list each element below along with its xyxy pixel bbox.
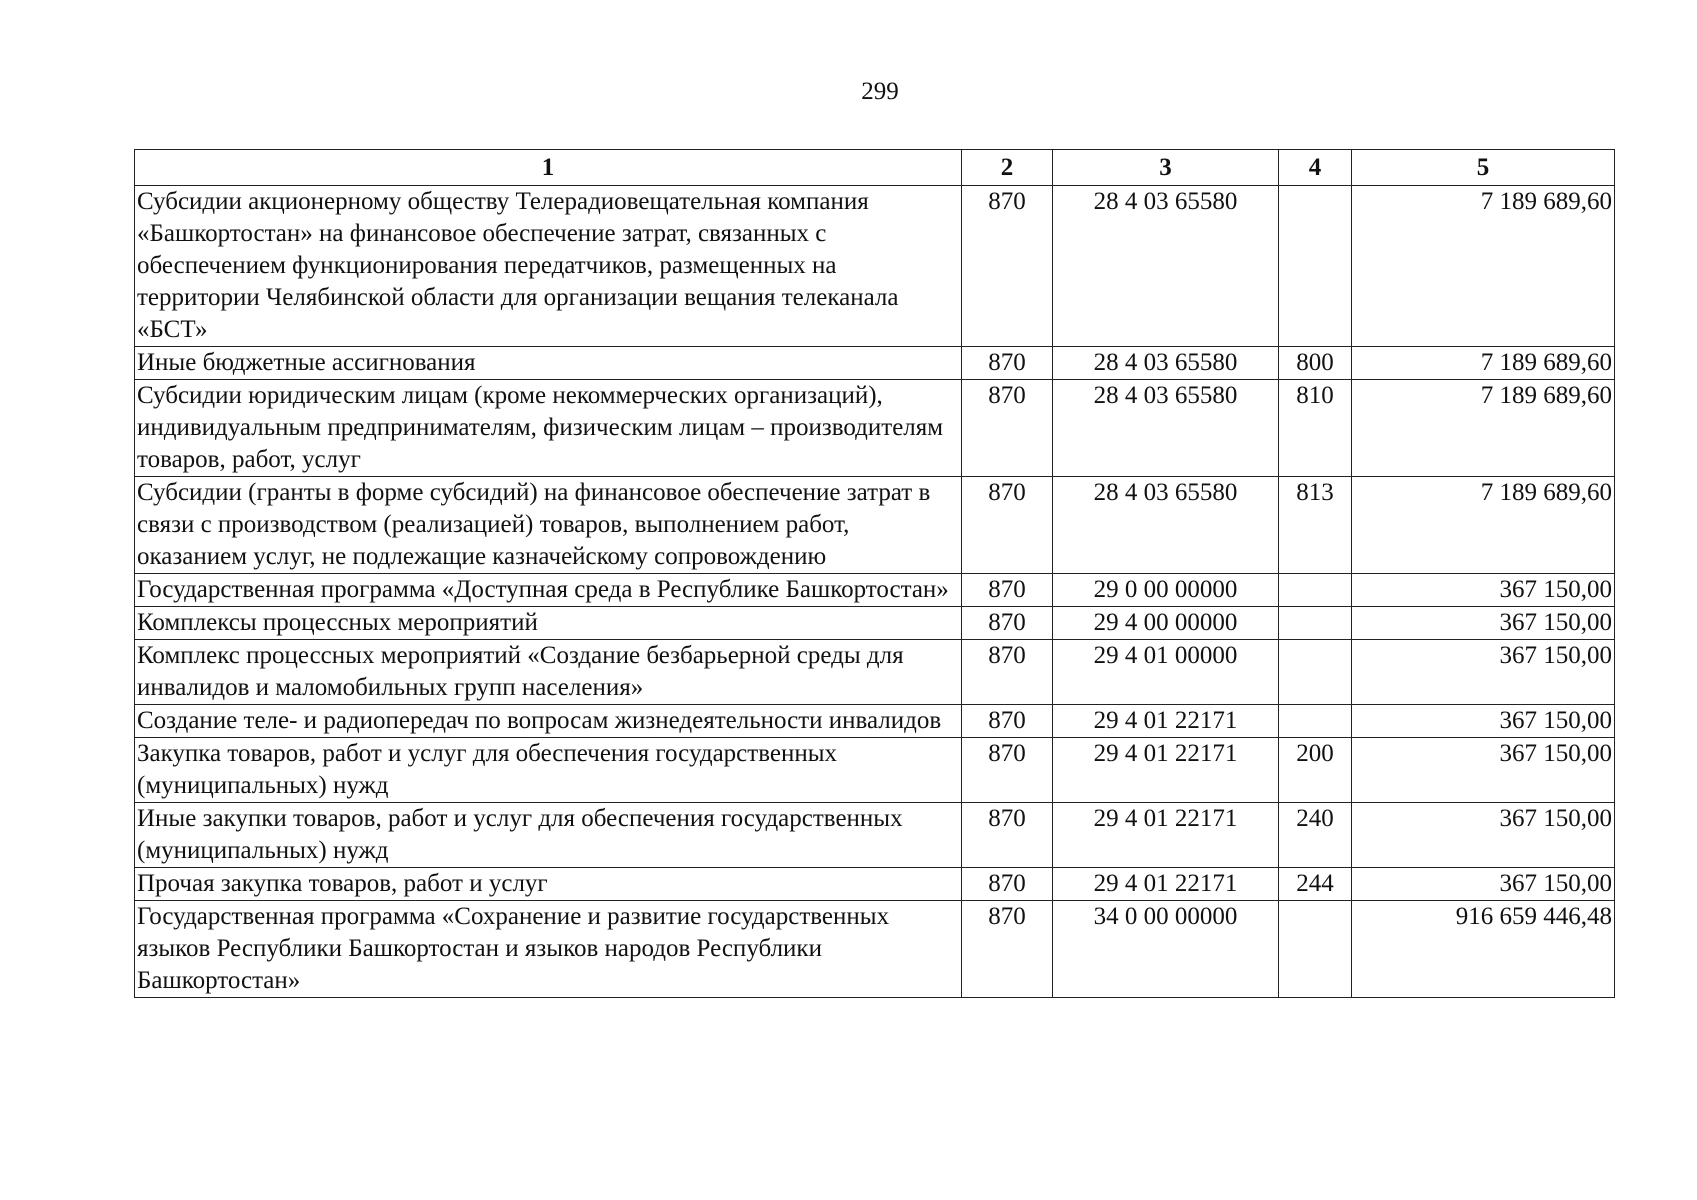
row-target-code: 29 4 01 22171	[1053, 868, 1279, 901]
row-name: Государственная программа «Сохранение и развитие государственных языков Республики Башкортостан и языков народов Республики Башкортостан»	[135, 901, 962, 998]
header-row	[135, 150, 1615, 186]
row-ved-code: 870	[962, 477, 1053, 574]
row-target-code: 28 4 03 65580	[1053, 186, 1279, 347]
table-row	[135, 868, 1615, 901]
row-name: Прочая закупка товаров, работ и услуг	[135, 868, 962, 901]
row-ved-code: 870	[962, 380, 1053, 477]
row-target-code: 29 4 01 00000	[1053, 640, 1279, 705]
row-expense-type: 810	[1279, 380, 1352, 477]
row-target-code: 29 0 00 00000	[1053, 574, 1279, 607]
row-expense-type	[1279, 607, 1352, 640]
row-expense-type	[1279, 901, 1352, 998]
row-amount: 367 150,00	[1352, 738, 1615, 803]
column-header: 2	[962, 150, 1053, 186]
table-body	[135, 186, 1615, 998]
row-expense-type	[1279, 705, 1352, 738]
row-target-code: 29 4 01 22171	[1053, 803, 1279, 868]
row-target-code: 28 4 03 65580	[1053, 347, 1279, 380]
row-ved-code: 870	[962, 607, 1053, 640]
row-ved-code: 870	[962, 901, 1053, 998]
table-row	[135, 574, 1615, 607]
row-expense-type	[1279, 640, 1352, 705]
row-name: Комплекс процессных мероприятий «Создание безбарьерной среды для инвалидов и маломобильных групп населения»	[135, 640, 962, 705]
row-target-code: 28 4 03 65580	[1053, 477, 1279, 574]
row-ved-code: 870	[962, 738, 1053, 803]
row-target-code: 28 4 03 65580	[1053, 380, 1279, 477]
table-row	[135, 347, 1615, 380]
row-target-code: 29 4 00 00000	[1053, 607, 1279, 640]
row-ved-code: 870	[962, 186, 1053, 347]
row-ved-code: 870	[962, 803, 1053, 868]
column-header: 5	[1352, 150, 1615, 186]
budget-table	[134, 149, 1615, 998]
row-ved-code: 870	[962, 705, 1053, 738]
row-amount: 7 189 689,60	[1352, 477, 1615, 574]
table-row	[135, 607, 1615, 640]
row-amount: 7 189 689,60	[1352, 347, 1615, 380]
table-row	[135, 738, 1615, 803]
row-name: Субсидии акционерному обществу Телерадиовещательная компания «Башкортостан» на финансовое обеспечение затрат, связанных с обеспечением функционирования передатчиков, размещенных на территории Челябинской области для организации вещания телеканала «БСТ»	[135, 186, 962, 347]
row-target-code: 34 0 00 00000	[1053, 901, 1279, 998]
row-name: Субсидии (гранты в форме субсидий) на финансовое обеспечение затрат в связи с производством (реализацией) товаров, выполнением работ, оказанием услуг, не подлежащие казначейскому сопровождению	[135, 477, 962, 574]
row-expense-type: 240	[1279, 803, 1352, 868]
row-expense-type: 200	[1279, 738, 1352, 803]
row-expense-type: 800	[1279, 347, 1352, 380]
row-name: Государственная программа «Доступная среда в Республике Башкортостан»	[135, 574, 962, 607]
row-expense-type: 244	[1279, 868, 1352, 901]
row-name: Субсидии юридическим лицам (кроме некоммерческих организаций), индивидуальным предпринимателям, физическим лицам – производителям товаров, работ, услуг	[135, 380, 962, 477]
row-name: Создание теле- и радиопередач по вопросам жизнедеятельности инвалидов	[135, 705, 962, 738]
row-name: Иные закупки товаров, работ и услуг для обеспечения государственных (муниципальных) нужд	[135, 803, 962, 868]
row-amount: 367 150,00	[1352, 868, 1615, 901]
row-name: Иные бюджетные ассигнования	[135, 347, 962, 380]
column-header: 4	[1279, 150, 1352, 186]
table-row	[135, 803, 1615, 868]
column-header: 1	[135, 150, 962, 186]
row-expense-type: 813	[1279, 477, 1352, 574]
table-row	[135, 640, 1615, 705]
row-amount: 367 150,00	[1352, 640, 1615, 705]
table-row	[135, 380, 1615, 477]
table-row	[135, 477, 1615, 574]
row-ved-code: 870	[962, 868, 1053, 901]
row-target-code: 29 4 01 22171	[1053, 738, 1279, 803]
table-row	[135, 901, 1615, 998]
row-target-code: 29 4 01 22171	[1053, 705, 1279, 738]
row-expense-type	[1279, 186, 1352, 347]
row-amount: 367 150,00	[1352, 574, 1615, 607]
row-ved-code: 870	[962, 574, 1053, 607]
page-number: 299	[861, 78, 899, 105]
row-name: Комплексы процессных мероприятий	[135, 607, 962, 640]
row-amount: 7 189 689,60	[1352, 186, 1615, 347]
table-row	[135, 705, 1615, 738]
row-amount: 367 150,00	[1352, 607, 1615, 640]
row-expense-type	[1279, 574, 1352, 607]
row-amount: 7 189 689,60	[1352, 380, 1615, 477]
row-amount: 367 150,00	[1352, 705, 1615, 738]
row-ved-code: 870	[962, 347, 1053, 380]
table-row	[135, 186, 1615, 347]
column-header: 3	[1053, 150, 1279, 186]
row-amount: 367 150,00	[1352, 803, 1615, 868]
row-name: Закупка товаров, работ и услуг для обеспечения государственных (муниципальных) нужд	[135, 738, 962, 803]
row-amount: 916 659 446,48	[1352, 901, 1615, 998]
row-ved-code: 870	[962, 640, 1053, 705]
